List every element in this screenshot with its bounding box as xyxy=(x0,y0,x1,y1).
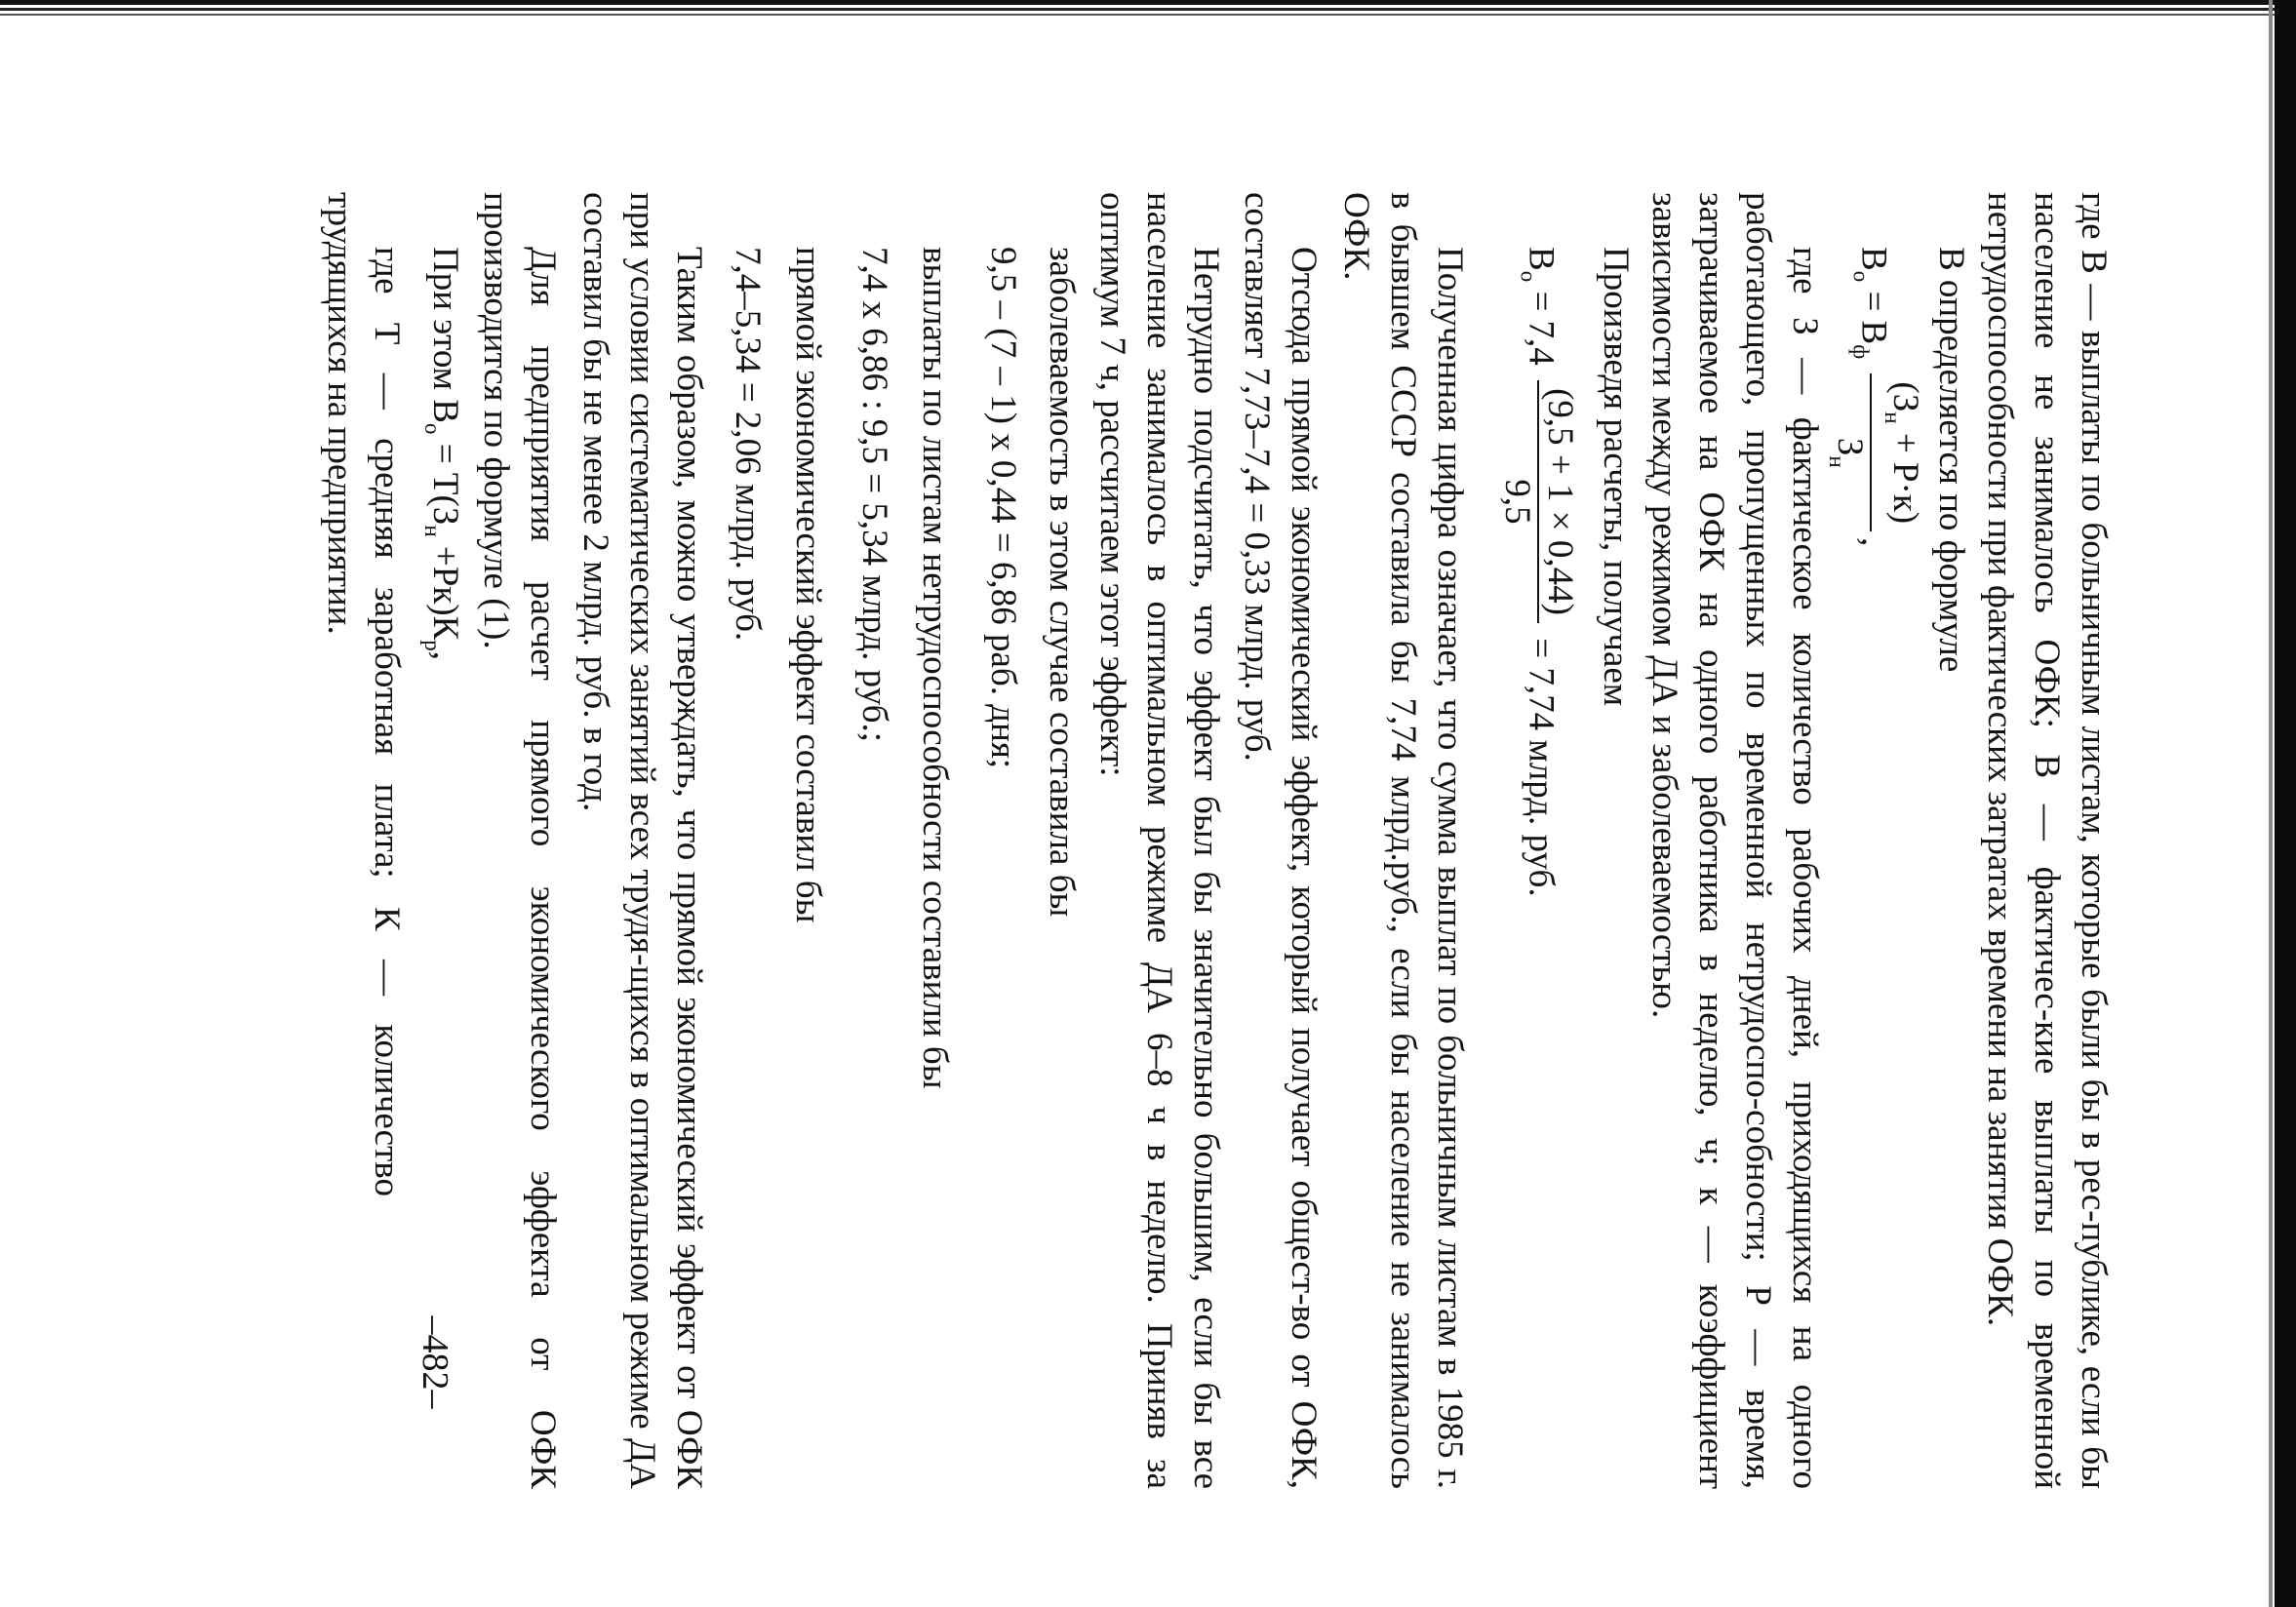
paragraph-formula-intro: В определяется по формуле xyxy=(1931,247,1971,673)
scan-edge-right xyxy=(2275,0,2296,1607)
formula-morbidity: 9,5 – (7 – 1) х 0,44 = 6,86 раб. дня; xyxy=(983,247,1023,769)
paragraph-result: Полученная цифра означает, что сумма выплат по больничным листам в 1985 г. в бывшем СССР составила бы 7,74 млрд.руб., если бы население не занималось ОФК. xyxy=(1336,192,1470,1489)
formula-main: $В_о = В_ф$ $(З_н + Р\cdot к)$ $З_н$ , xyxy=(1816,247,1925,546)
paragraph-enterprise: Для предприятия расчет прямого экономического эффекта от ОФК производится по формуле (1). xyxy=(476,192,563,1489)
formula-calculation: $В_о = 7,4$ (9,5 + 1 × 0,44) 9,5 = 7,74 млрд. руб. xyxy=(1497,247,1580,897)
paragraph-intro: где В — выплаты по больничным листам, которые были бы в рес-публике, если бы население не занималось ОФК; В — фактичес-кие выплаты по временной нетрудоспособности при фактических затратах времени на занятия ОФК. xyxy=(1980,192,2114,1489)
paragraph-morbidity: заболеваемость в этом случае составила бы xyxy=(1042,247,1082,918)
paragraph-calculation: Произведя расчеты, получаем xyxy=(1596,247,1636,707)
paragraph-enterprise-definitions: где Т — средняя заработная плата; К — количество трудящихся на предприятии. xyxy=(320,192,407,1196)
paragraph-effect: прямой экономический эффект составил бы xyxy=(788,247,828,923)
formula-enterprise: При этом $В_о = Т(З_н +Рк)К_р$, xyxy=(420,247,465,661)
scan-edge-right-inner xyxy=(2269,0,2273,1607)
paragraph-optimum: Нетрудно подсчитать, что эффект был бы значительно большим, если бы все население занималось в оптимальном режиме ДА 6–8 ч в неделю. Приняв за оптимум 7 ч, рассчитаем этот эффект: xyxy=(1092,192,1226,1489)
formula-calculation-fraction: (9,5 + 1 × 0,44) 9,5 xyxy=(1496,380,1580,623)
paragraph-conclusion: Таким образом, можно утверждать, что прямой экономический эффект от ОФК при условии систематических занятий всех трудя-щихся в оптимальном режиме ДА составил бы не менее 2 млрд. руб. в год. xyxy=(575,192,709,1489)
document-page xyxy=(176,192,2117,1489)
page-number: –482– xyxy=(415,1315,455,1409)
formula-main-lhs: В xyxy=(1853,247,1894,271)
scan-edge-top xyxy=(0,0,2296,21)
formula-main-fraction: $(З_н + Р\cdot к)$ $З_н$ xyxy=(1816,373,1925,531)
formula-main-eq: = В xyxy=(1853,291,1894,345)
paragraph-definitions: где З — фактическое количество рабочих дней, приходящихся на одного работающего, пропущенных по временной нетрудоспо-собности; Р — время, затрачиваемое на ОФК на одного работника в неделю, ч; к — коэффициент зависимости между режимом ДА и заболеваемостью. xyxy=(1644,192,1825,1489)
formula-effect: 7,4–5,34 = 2,06 млрд. руб. xyxy=(728,247,768,642)
paragraph-payments: выплаты по листам нетрудоспособности составили бы xyxy=(915,247,955,1089)
paragraph-direct-effect: Отсюда прямой экономический эффект, который получает общест-во от ОФК, составляет 7,73–7,4 = 0,33 млрд. руб. xyxy=(1237,192,1324,1489)
formula-payments: 7,4 х 6,86 : 9,5 = 5,34 млрд. руб.; xyxy=(854,247,894,742)
